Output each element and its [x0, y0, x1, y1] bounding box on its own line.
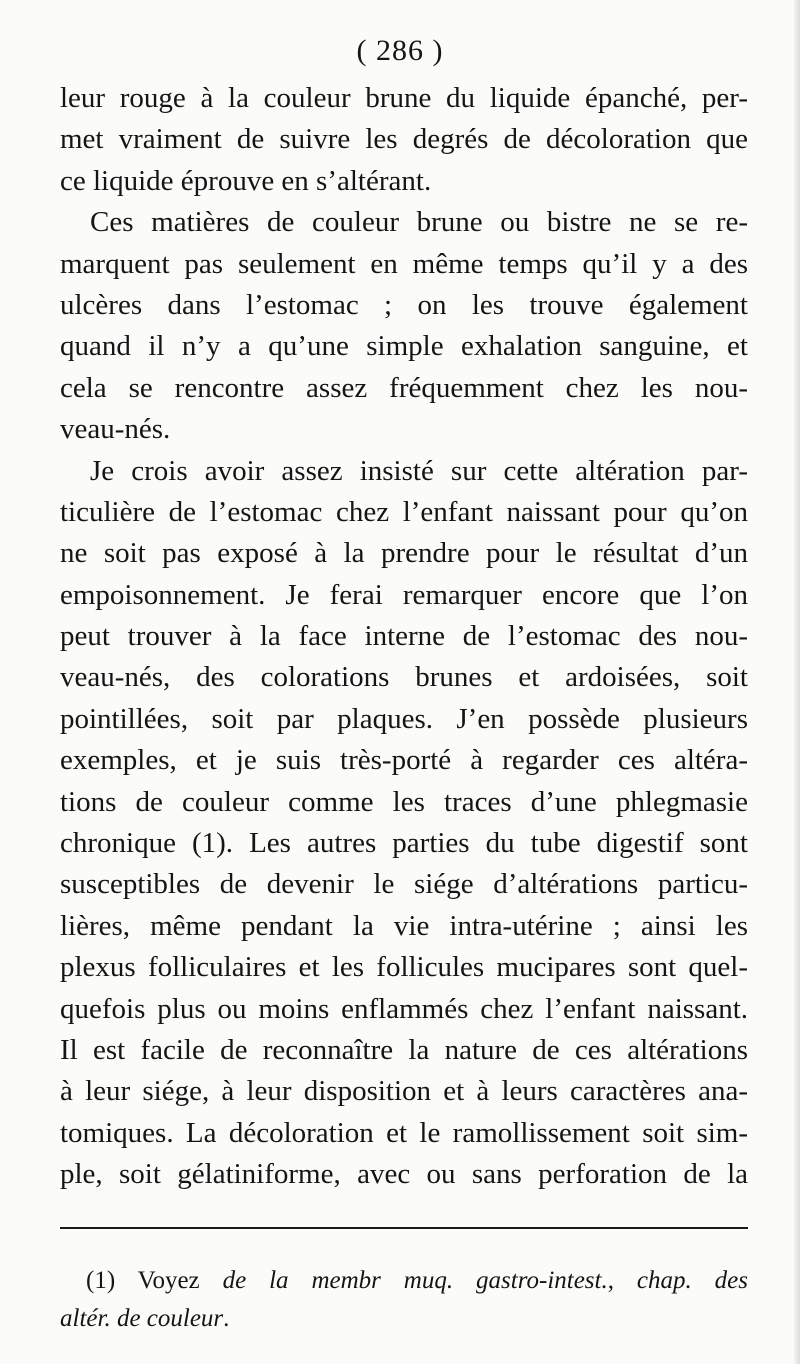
text-line: lières, même pendant la vie intra-utérine ; ainsi les	[60, 909, 748, 942]
text-line: met vraiment de suivre les degrés de décoloration que	[60, 123, 748, 156]
text-line: plexus folliculaires et les follicules mucipares sont quel-	[60, 951, 748, 984]
page-edge	[794, 0, 800, 1364]
text-line: peut trouver à la face interne de l’estomac des nou-	[60, 620, 748, 653]
text-line: ple, soit gélatiniforme, avec ou sans perforation de la	[60, 1158, 748, 1191]
footnote-rule	[60, 1227, 748, 1229]
footnote-reference: de la membr muq. gastro-intest.	[222, 1267, 608, 1294]
text-line: veau-nés.	[60, 413, 171, 446]
text-line: ne soit pas exposé à la prendre pour le résultat d’un	[60, 537, 748, 570]
footnote-line	[60, 1262, 748, 1300]
text-line: Ces matières de couleur brune ou bistre ne se re-	[90, 206, 748, 239]
text-line: ticulière de l’estomac chez l’enfant naissant pour qu’on	[60, 495, 748, 528]
text-line: marquent pas seulement en même temps qu’il y a des	[60, 247, 748, 280]
text-line: à leur siége, à leur disposition et à leurs caractères ana-	[60, 1075, 748, 1108]
text-line: chronique (1). Les autres parties du tube digestif sont	[60, 827, 748, 860]
footnote-reference: chap. des	[636, 1267, 749, 1294]
text-line: leur rouge à la couleur brune du liquide épanché, per-	[60, 82, 748, 114]
footnote-marker: (1)	[86, 1267, 116, 1294]
page-number: ( 286 )	[356, 34, 444, 67]
text-line: Il est facile de reconnaître la nature de ces altérations	[60, 1033, 748, 1066]
footnote-end: .	[223, 1305, 230, 1332]
text-line: quefois plus ou moins enflammés chez l’enfant naissant.	[60, 992, 748, 1025]
footnote	[60, 1262, 748, 1338]
text-line: empoisonnement. Je ferai remarquer encore que l’on	[60, 578, 748, 611]
text-line: ce liquide éprouve en s’altérant.	[60, 164, 432, 197]
footnote-reference: altér. de couleur	[60, 1305, 224, 1332]
footnote-text: Voyez	[137, 1267, 200, 1294]
footnote-separator: ,	[607, 1267, 614, 1294]
body-text	[60, 78, 748, 1196]
text-line: susceptibles de devenir le siége d’altérations particu-	[60, 868, 748, 901]
text-line: veau-nés, des colorations brunes et ardoisées, soit	[60, 661, 748, 694]
text-line: cela se rencontre assez fréquemment chez les nou-	[60, 371, 748, 404]
text-line: tomiques. La décoloration et le ramollissement soit sim-	[60, 1116, 748, 1149]
text-line: tions de couleur comme les traces d’une phlegmasie	[60, 785, 748, 818]
text-line: Je crois avoir assez insisté sur cette altération par-	[90, 454, 748, 487]
footnote-line	[60, 1300, 748, 1338]
text-line: quand il n’y a qu’une simple exhalation sanguine, et	[60, 330, 748, 363]
text-line: exemples, et je suis très-porté à regarder ces altéra-	[60, 744, 748, 777]
text-line: pointillées, soit par plaques. J’en possède plusieurs	[60, 702, 748, 735]
text-line: ulcères dans l’estomac ; on les trouve également	[60, 288, 748, 321]
